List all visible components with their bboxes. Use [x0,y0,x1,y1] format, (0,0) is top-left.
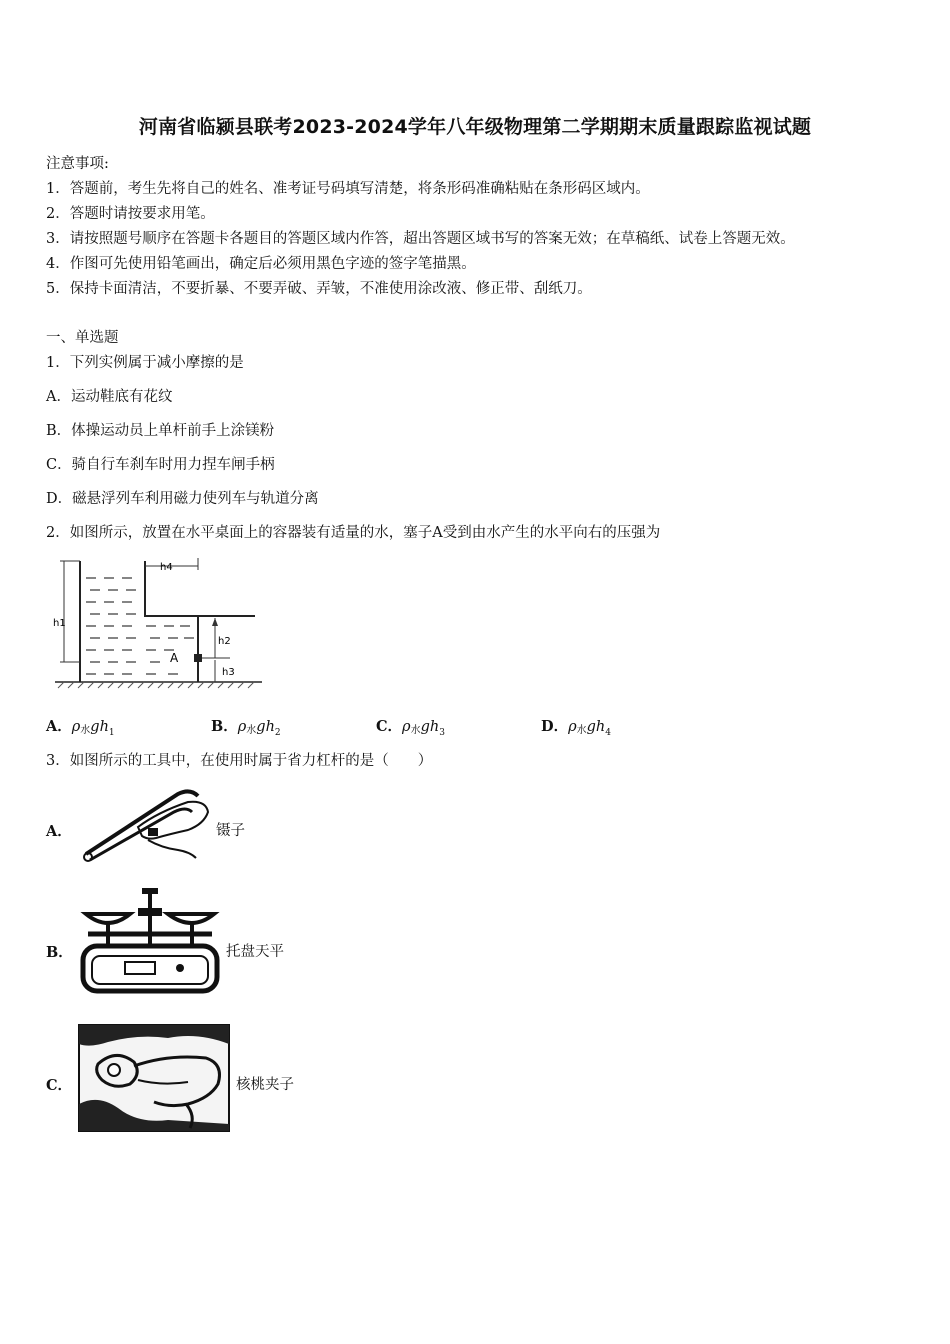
q1-option-d: D．磁悬浮列车利用磁力使列车与轨道分离 [46,491,319,507]
q1-option-b: B．体操运动员上单杆前手上涂镁粉 [46,423,275,439]
q3-stem: 3．如图所示的工具中，在使用时属于省力杠杆的是（ ） [46,753,433,769]
q2-stem: 2．如图所示，放置在水平桌面上的容器装有适量的水，塞子A受到由水产生的水平向右的压强为 [46,525,661,541]
q2-options [46,715,706,738]
notice-item-2: 2．答题时请按要求用笔。 [46,206,215,222]
q3-option-a-label: 镊子 [216,823,245,839]
label-h4: h4 [160,562,173,573]
label-h2: h2 [218,636,231,647]
q3-option-c-label: 核桃夹子 [236,1077,294,1093]
label-a: A [170,651,179,665]
notice-item-4: 4．作图可先使用铅笔画出，确定后必须用黑色字迹的签字笔描黑。 [46,256,476,272]
q3-option-c-letter: C． [46,1077,73,1094]
nutcracker-image [78,1024,230,1132]
q1-stem: 1．下列实例属于减小摩擦的是 [46,355,244,371]
plug-a [194,654,202,662]
q3-option-b-label: 托盘天平 [226,944,284,960]
notice-item-1: 1．答题前，考生先将自己的姓名、准考证号码填写清楚，将条形码准确粘贴在条形码区域内。 [46,181,650,197]
q3-option-b-letter: B． [46,944,73,961]
q1-option-a: A．运动鞋底有花纹 [46,389,173,405]
label-h3: h3 [222,667,235,678]
notice-heading: 注意事项: [46,156,109,172]
tweezers-image [78,782,213,867]
q2-option-d: D．ρ水$gh_4$ [541,718,611,738]
balance-image [80,886,220,996]
notice-item-5: 5．保持卡面清洁，不要折暴、不要弄破、弄皱，不准使用涂改液、修正带、刮纸刀。 [46,281,592,297]
section-heading: 一、单选题 [46,330,119,346]
label-h1: h1 [53,618,66,629]
q2-option-a: A．ρ水$gh_1$ [46,718,115,738]
q1-option-c: C．骑自行车刹车时用力捏车闸手柄 [46,457,275,473]
notice-item-3: 3．请按照题号顺序在答题卡各题目的答题区域内作答，超出答题区域书写的答案无效；在草稿纸、试卷上答题无效。 [46,231,795,247]
page-title: 河南省临颍县联考2023-2024学年八年级物理第二学期期末质量跟踪监视试题 [138,116,812,138]
container-figure [50,556,265,691]
q2-option-b: B．ρ水$gh_2$ [211,718,281,738]
q2-option-c: C．ρ水$gh_3$ [376,718,445,738]
q3-option-a-letter: A． [46,823,72,840]
